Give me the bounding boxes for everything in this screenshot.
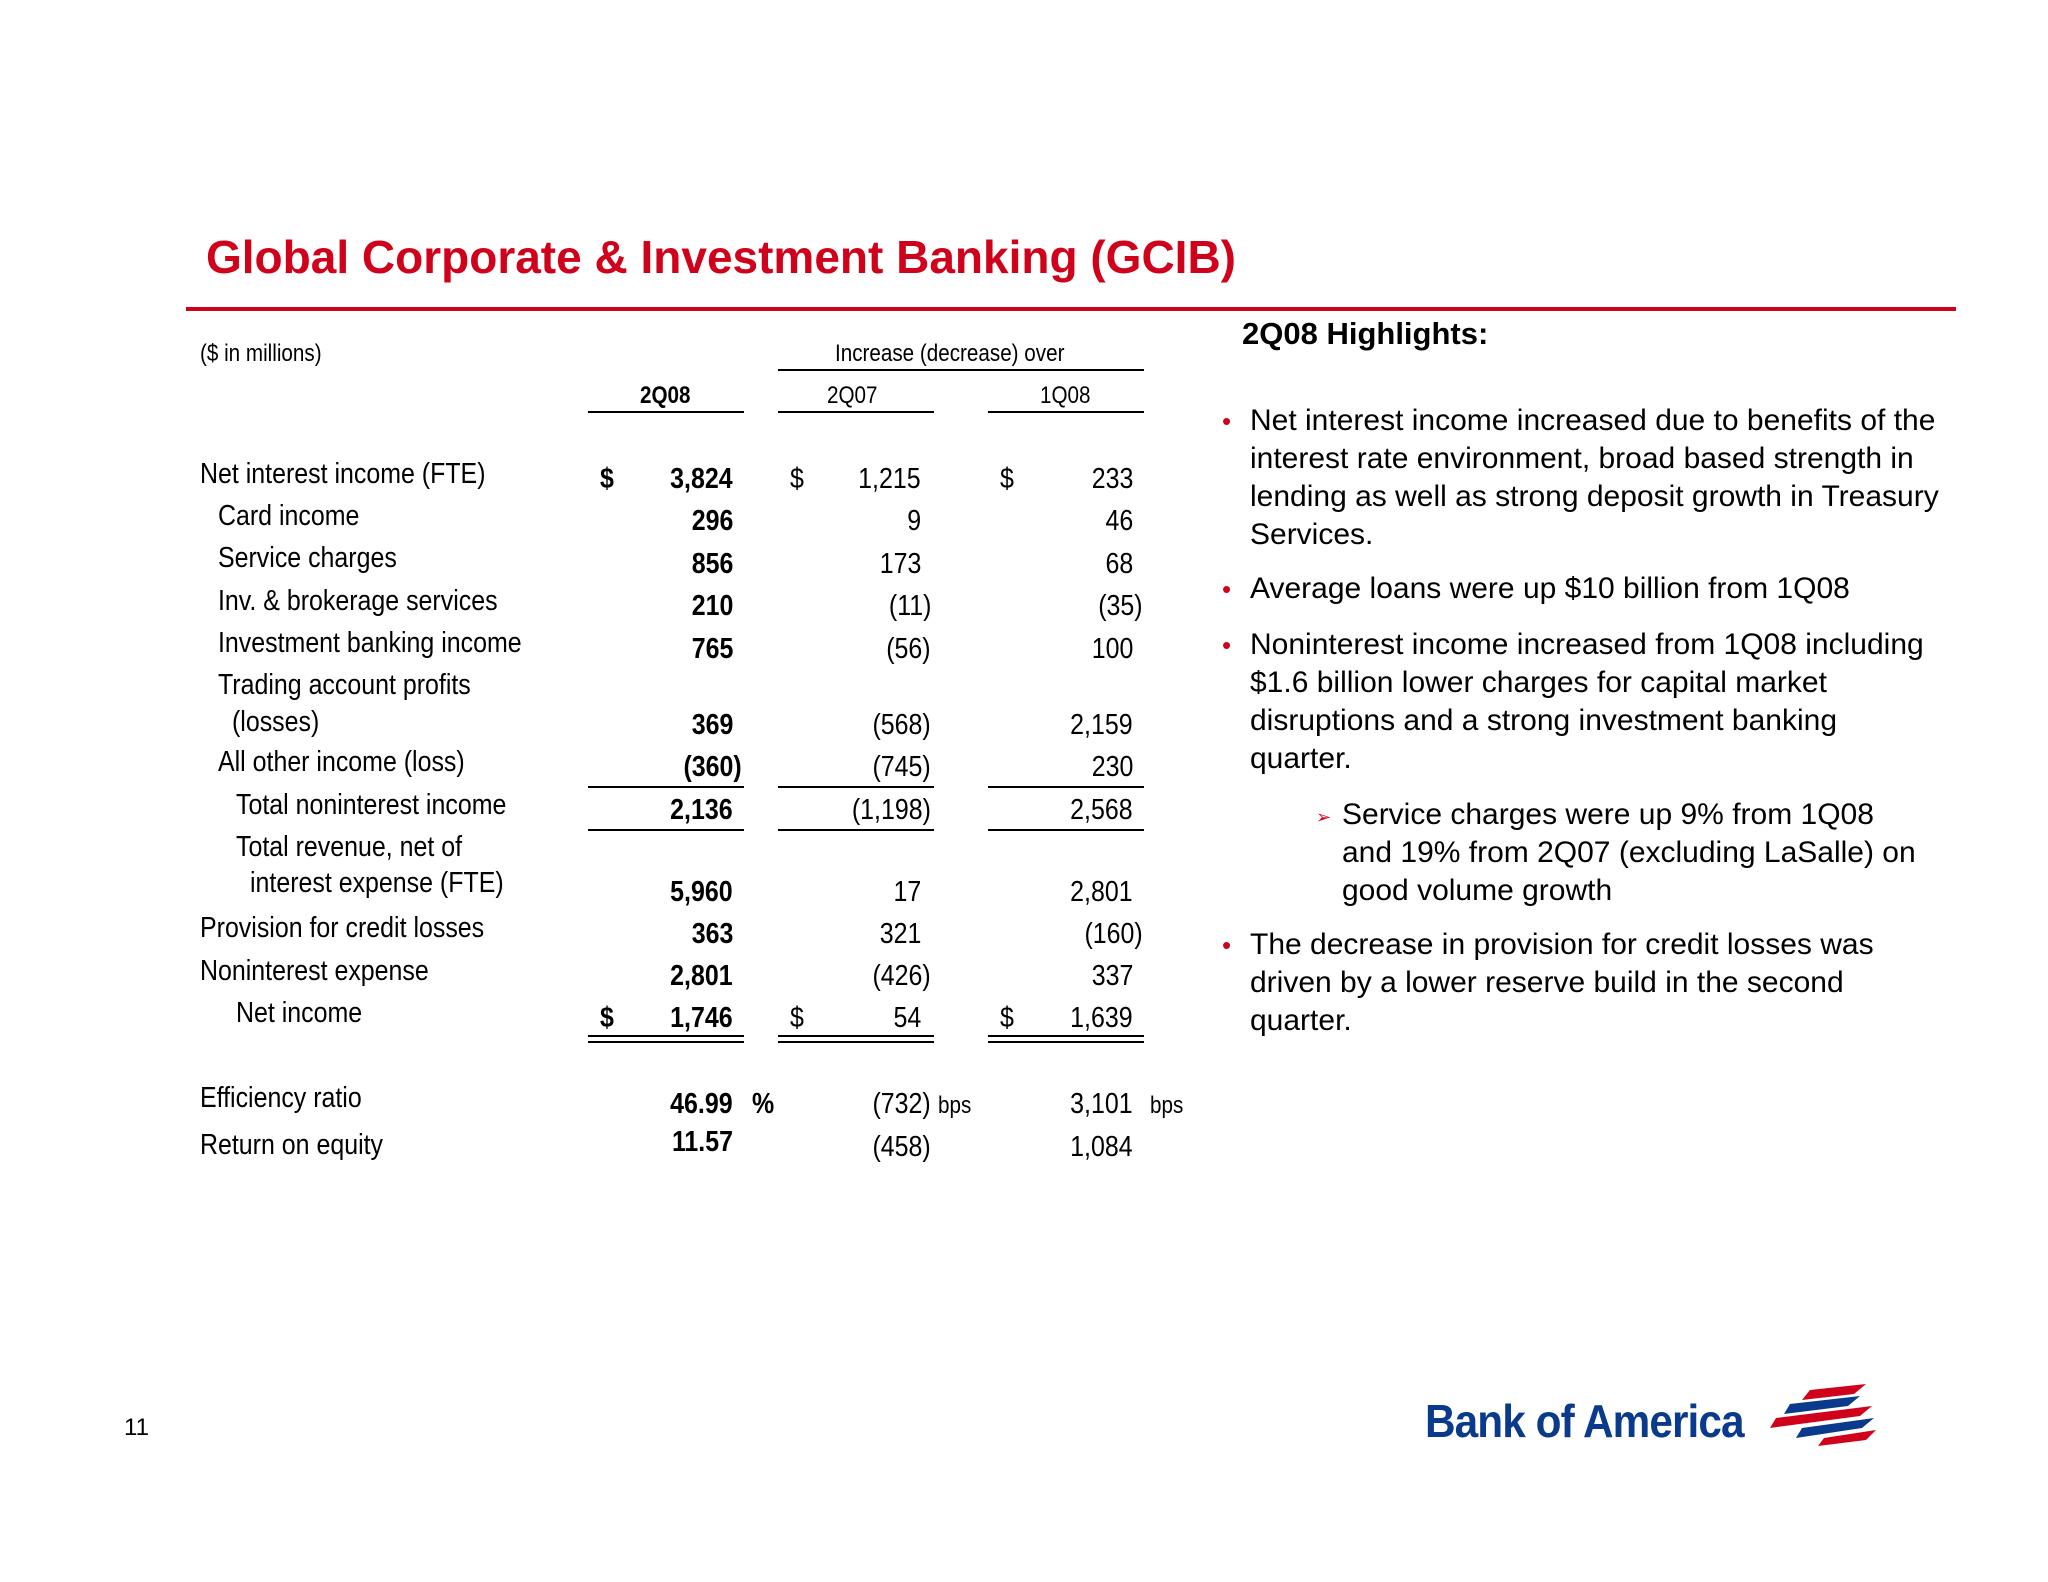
total-rule xyxy=(988,829,1144,831)
ratio-label: Return on equity xyxy=(200,1129,384,1161)
bullet-text: Noninterest income increased from 1Q08 including $1.6 billion lower charges for capital market disruptions and a strong investment banking quarter. xyxy=(1250,628,1924,775)
highlights-title: 2Q08 Highlights: xyxy=(1242,316,1489,351)
bullet-text: Net interest income increased due to benefits of the interest rate environment, broad based strength in lending as well as strong deposit growth in Treasury Services. xyxy=(1250,404,1939,551)
cell-1q08: 230 xyxy=(1091,751,1133,783)
cell-1q08: 2,159 xyxy=(1070,709,1133,741)
cell-2q08: 856 xyxy=(691,548,733,580)
bullet-text: The decrease in provision for credit losses was driven by a lower reserve build in the second quarter. xyxy=(1250,928,1874,1037)
unit-note: ($ in millions) xyxy=(200,340,322,367)
ratio-unit: bps xyxy=(1150,1092,1184,1119)
cell-2q08: 3,824 xyxy=(670,463,733,495)
currency-symbol: $ xyxy=(1000,1002,1014,1034)
col-rule-1q08 xyxy=(988,411,1144,413)
row-label: Provision for credit losses xyxy=(200,912,485,944)
arrow-right-icon: ➢ xyxy=(1316,807,1332,827)
cell-2q08: 2,801 xyxy=(670,960,733,992)
cell-1q08: (160) xyxy=(1084,918,1143,950)
double-rule xyxy=(588,1035,744,1037)
cell-1q08: 46 xyxy=(1105,505,1133,537)
cell-1q08: 233 xyxy=(1091,463,1133,495)
cell-2q08: 369 xyxy=(691,709,733,741)
bullet-icon: • xyxy=(1222,930,1232,960)
cell-2q08: 765 xyxy=(691,633,733,665)
cell-1q08: 100 xyxy=(1091,633,1133,665)
row-label: Trading account profits xyxy=(218,669,471,701)
row-label: Net income xyxy=(236,997,363,1029)
row-label: Card income xyxy=(218,500,360,532)
cell-2q08: 5,960 xyxy=(670,876,733,908)
ratio-2q07: (458) xyxy=(872,1131,931,1163)
title-rule xyxy=(186,307,1956,311)
cell-2q08: 1,746 xyxy=(670,1002,733,1034)
sub-bullet-text: Service charges were up 9% from 1Q08 and 19% from 2Q07 (excluding LaSalle) on good volume growth xyxy=(1342,798,1916,907)
cell-2q07: 54 xyxy=(893,1002,921,1034)
slide-title: Global Corporate & Investment Banking (GCIB) xyxy=(206,231,1236,283)
total-rule xyxy=(588,829,744,831)
cell-2q07: (745) xyxy=(872,751,931,783)
cell-1q08: 337 xyxy=(1091,960,1133,992)
cell-2q07: 17 xyxy=(893,876,921,908)
cell-2q07: (568) xyxy=(872,709,931,741)
col-rule-2q08 xyxy=(588,411,744,413)
col-header-2q08: 2Q08 xyxy=(640,382,691,409)
ratio-1q08: 3,101 xyxy=(1070,1088,1133,1120)
subtotal-rule xyxy=(588,786,744,788)
subtotal-rule xyxy=(988,786,1144,788)
row-label: Inv. & brokerage services xyxy=(218,585,498,617)
row-label: Total revenue, net of xyxy=(236,831,463,863)
bullet-icon: • xyxy=(1222,406,1232,436)
double-rule xyxy=(778,1041,934,1043)
cell-1q08: 2,801 xyxy=(1070,876,1133,908)
cell-1q08: 2,568 xyxy=(1070,794,1133,826)
subtotal-rule xyxy=(778,786,934,788)
cell-2q07: 1,215 xyxy=(858,463,921,495)
brand-logo-text: Bank of America xyxy=(1425,1395,1744,1447)
row-label-cont: interest expense (FTE) xyxy=(250,867,504,899)
cell-2q08: 2,136 xyxy=(670,794,733,826)
bullet-icon: • xyxy=(1222,630,1232,660)
currency-symbol: $ xyxy=(600,1002,614,1034)
row-label: Noninterest expense xyxy=(200,955,429,987)
currency-symbol: $ xyxy=(1000,463,1014,495)
col-rule-2q07 xyxy=(778,411,934,413)
row-label: Net interest income (FTE) xyxy=(200,458,486,490)
col-header-2q07: 2Q07 xyxy=(827,382,878,409)
cell-2q08: 210 xyxy=(691,590,733,622)
cell-2q08: 363 xyxy=(691,918,733,950)
bullet-icon: • xyxy=(1222,574,1232,604)
cell-2q07: 9 xyxy=(907,505,921,537)
flag-logo-icon xyxy=(1762,1384,1878,1450)
row-label: Total noninterest income xyxy=(236,789,507,821)
bullet-text: Average loans were up $10 billion from 1Q08 xyxy=(1250,572,1850,605)
cell-2q07: 173 xyxy=(879,548,921,580)
cell-1q08: (35) xyxy=(1098,590,1143,622)
page-number: 11 xyxy=(124,1414,149,1441)
ratio-unit: bps xyxy=(938,1092,972,1119)
row-label: Investment banking income xyxy=(218,627,522,659)
ratio-2q08: 11.57 xyxy=(671,1126,733,1158)
cell-2q08: 296 xyxy=(691,505,733,537)
double-rule xyxy=(988,1035,1144,1037)
cell-2q07: (1,198) xyxy=(851,794,931,826)
ratio-label: Efficiency ratio xyxy=(200,1082,362,1114)
row-label: All other income (loss) xyxy=(218,746,465,778)
total-rule xyxy=(778,829,934,831)
cell-2q07: (11) xyxy=(888,590,931,622)
ratio-2q08: 46.99 xyxy=(670,1088,733,1120)
double-rule xyxy=(588,1041,744,1043)
cell-2q07: (56) xyxy=(886,633,931,665)
currency-symbol: $ xyxy=(600,463,614,495)
group-header: Increase (decrease) over xyxy=(835,340,1065,367)
group-header-rule xyxy=(778,369,1144,371)
double-rule xyxy=(988,1041,1144,1043)
row-label-cont: (losses) xyxy=(232,706,320,738)
cell-2q07: 321 xyxy=(879,918,921,950)
currency-symbol: $ xyxy=(790,463,804,495)
ratio-1q08: 1,084 xyxy=(1070,1131,1133,1163)
col-header-1q08: 1Q08 xyxy=(1040,382,1091,409)
cell-2q08: (360) xyxy=(683,751,742,783)
cell-1q08: 68 xyxy=(1105,548,1133,580)
row-label: Service charges xyxy=(218,542,397,574)
double-rule xyxy=(778,1035,934,1037)
cell-2q07: (426) xyxy=(872,960,931,992)
ratio-2q07: (732) xyxy=(872,1088,931,1120)
ratio-unit: % xyxy=(752,1088,775,1120)
currency-symbol: $ xyxy=(790,1002,804,1034)
cell-1q08: 1,639 xyxy=(1070,1002,1133,1034)
